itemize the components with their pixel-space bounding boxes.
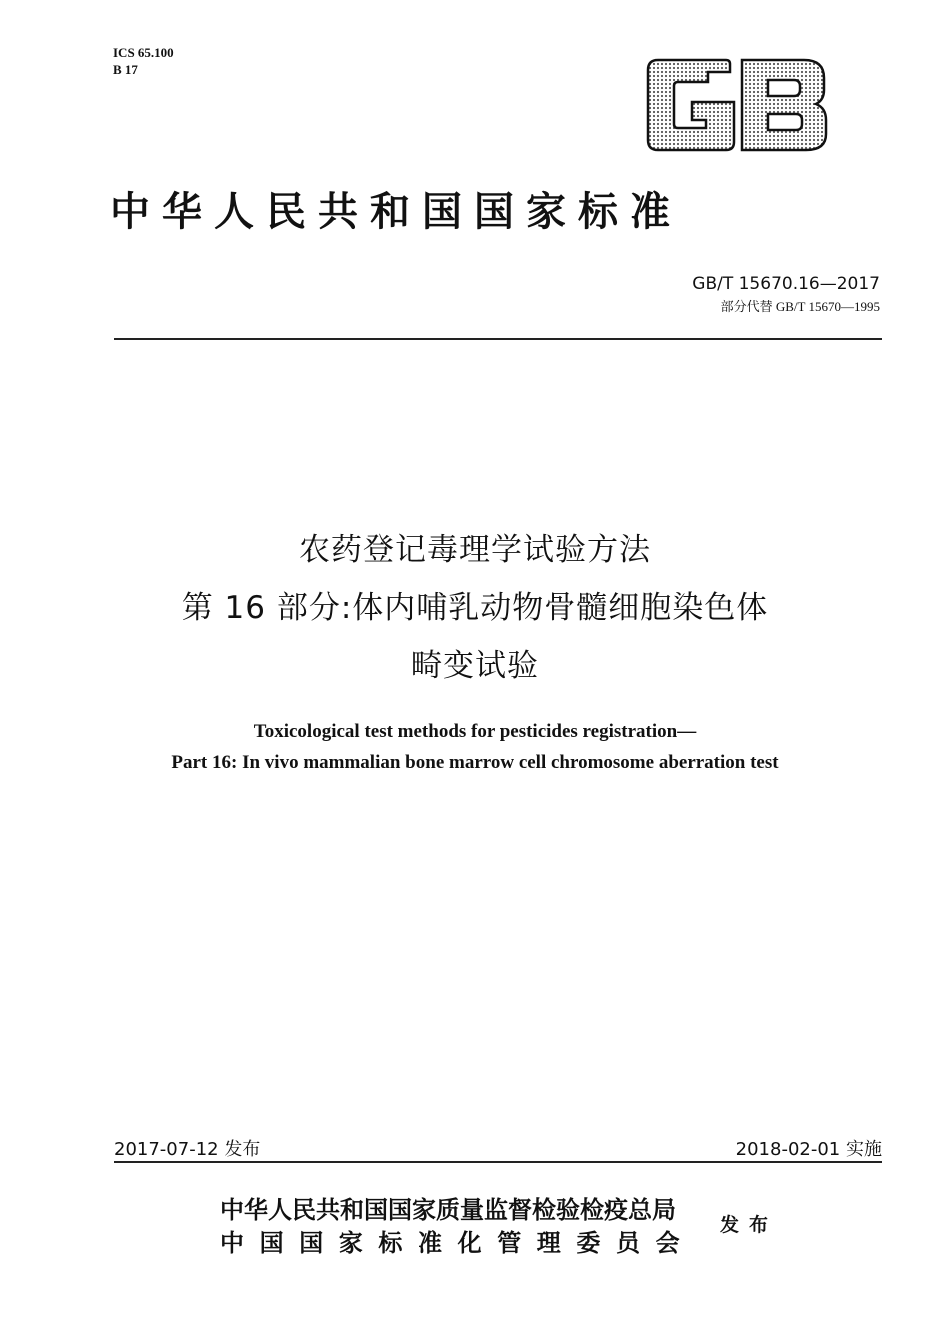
gb-standard-logo-icon xyxy=(644,58,830,152)
standard-number: GB/T 15670.16—2017 xyxy=(692,274,880,294)
replaces-note: 部分代替 GB/T 15670—1995 xyxy=(720,299,880,314)
footer-divider xyxy=(114,1161,882,1163)
national-standard-heading: 中华人民共和国国家标准 xyxy=(110,189,682,235)
header-divider xyxy=(114,338,882,340)
issuer-aqsiq: 中华人民共和国国家质量监督检验检疫总局 xyxy=(220,1198,676,1224)
english-title-line-2: Part 16: In vivo mammalian bone marrow cell chromosome aberration test xyxy=(171,752,779,773)
ccs-code: B 17 xyxy=(113,62,138,77)
implementation-date: 2018-02-01 实施 xyxy=(735,1139,882,1160)
issuer-sac: 中国国家标准化管理委员会 xyxy=(220,1231,696,1257)
issue-date: 2017-07-12 发布 xyxy=(114,1139,261,1160)
chinese-title-line-1: 农药登记毒理学试验方法 xyxy=(299,532,651,568)
chinese-title-line-3: 畸变试验 xyxy=(411,648,539,684)
ics-code: ICS 65.100 xyxy=(113,45,174,60)
issued-label: 发布 xyxy=(720,1215,779,1236)
classification-codes xyxy=(113,44,174,78)
english-title-line-1: Toxicological test methods for pesticides registration— xyxy=(253,721,697,742)
chinese-title-line-2: 第 16 部分:体内哺乳动物骨髓细胞染色体 xyxy=(181,590,769,626)
